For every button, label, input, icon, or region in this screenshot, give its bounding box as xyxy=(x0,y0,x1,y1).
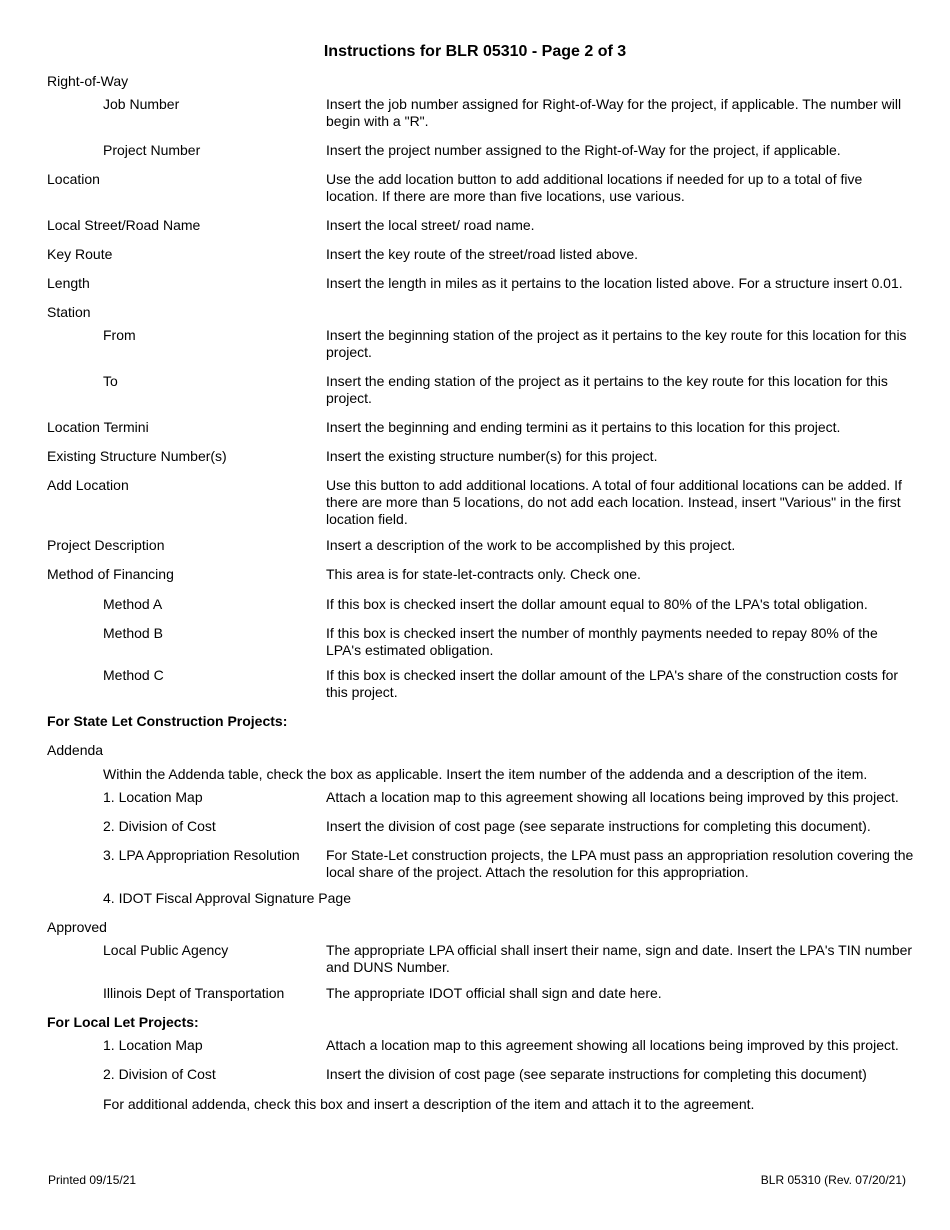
local-let-note: For additional addenda, check this box and insert a description of the item and attach it to the agreement. xyxy=(103,1096,755,1112)
field-desc-project-description: Insert a description of the work to be accomplished by this project. xyxy=(326,537,736,553)
field-desc-method-a: If this box is checked insert the dollar amount equal to 80% of the LPA's total obligation. xyxy=(326,596,868,612)
footer-form-number: BLR 05310 (Rev. 07/20/21) xyxy=(760,1173,906,1187)
addenda-item-desc: Attach a location map to this agreement showing all locations being improved by this project. xyxy=(326,789,899,805)
field-desc-method-b: If this box is checked insert the number of monthly payments needed to repay 80% of the LPA's estimated obligation. xyxy=(326,625,878,658)
local-let-item-label: 2. Division of Cost xyxy=(103,1066,216,1082)
field-label-project-number: Project Number xyxy=(103,142,201,158)
addenda-item-desc: For State-Let construction projects, the LPA must pass an appropriation resolution covering the local share of the project. Attach the resolution for this appropriation. xyxy=(326,847,914,880)
addenda-item-label: 2. Division of Cost xyxy=(103,818,216,834)
local-let-item-label: 1. Location Map xyxy=(103,1037,203,1053)
field-desc-job-number: Insert the job number assigned for Right-of-Way for the project, if applicable. The number will begin with a "R". xyxy=(326,96,902,129)
field-desc-key-route: Insert the key route of the street/road listed above. xyxy=(326,246,639,262)
addenda-item-label: 3. LPA Appropriation Resolution xyxy=(103,847,300,863)
addenda-label: Addenda xyxy=(47,742,104,758)
field-desc-length: Insert the length in miles as it pertains to the location listed above. For a structure insert 0.01. xyxy=(326,275,903,291)
approved-item-desc: The appropriate LPA official shall insert their name, sign and date. Insert the LPA's TIN number and DUNS Number. xyxy=(326,942,913,975)
field-desc-existing-structure: Insert the existing structure number(s) for this project. xyxy=(326,448,658,464)
field-label-to: To xyxy=(103,373,118,389)
field-label-from: From xyxy=(103,327,136,343)
addenda-intro: Within the Addenda table, check the box as applicable. Insert the item number of the addenda and a description of the item. xyxy=(103,766,868,782)
field-desc-project-number: Insert the project number assigned to the Right-of-Way for the project, if applicable. xyxy=(326,142,841,158)
field-label-key-route: Key Route xyxy=(47,246,113,262)
field-label-method-c: Method C xyxy=(103,667,164,683)
field-label-location: Location xyxy=(47,171,100,187)
field-desc-local-street: Insert the local street/ road name. xyxy=(326,217,535,233)
approved-item-desc: The appropriate IDOT official shall sign and date here. xyxy=(326,985,662,1001)
field-label-method-of-financing: Method of Financing xyxy=(47,566,174,582)
field-label-project-description: Project Description xyxy=(47,537,165,553)
field-desc-add-location: Use this button to add additional locations. A total of four additional locations can be added. If there are more than 5 locations, do not add each location. Instead, insert "Various" in the first location field. xyxy=(326,477,902,527)
approved-item-label: Local Public Agency xyxy=(103,942,229,958)
addenda-item-desc: Insert the division of cost page (see separate instructions for completing this document). xyxy=(326,818,871,834)
local-let-item-desc: Attach a location map to this agreement showing all locations being improved by this project. xyxy=(326,1037,899,1053)
section-label-station: Station xyxy=(47,304,91,320)
field-label-method-b: Method B xyxy=(103,625,163,641)
approved-item-label: Illinois Dept of Transportation xyxy=(103,985,285,1001)
field-desc-location-termini: Insert the beginning and ending termini as it pertains to this location for this project. xyxy=(326,419,841,435)
field-desc-method-of-financing: This area is for state-let-contracts only. Check one. xyxy=(326,566,641,582)
local-let-heading: For Local Let Projects: xyxy=(47,1014,199,1030)
field-label-length: Length xyxy=(47,275,90,291)
field-desc-method-c: If this box is checked insert the dollar amount of the LPA's share of the construction costs for this project. xyxy=(326,667,899,700)
field-desc-to: Insert the ending station of the project as it pertains to the key route for this location for this project. xyxy=(326,373,888,406)
section-label-right-of-way: Right-of-Way xyxy=(47,73,129,89)
field-label-job-number: Job Number xyxy=(103,96,180,112)
approved-label: Approved xyxy=(47,919,107,935)
field-desc-location: Use the add location button to add additional locations if needed for up to a total of five location. If there are more than five locations, use various. xyxy=(326,171,863,204)
addenda-item-label: 4. IDOT Fiscal Approval Signature Page xyxy=(103,890,351,906)
addenda-item-label: 1. Location Map xyxy=(103,789,203,805)
field-desc-from: Insert the beginning station of the project as it pertains to the key route for this location for this project. xyxy=(326,327,907,360)
field-label-existing-structure: Existing Structure Number(s) xyxy=(47,448,227,464)
footer-printed-date: Printed 09/15/21 xyxy=(48,1173,137,1187)
field-label-add-location: Add Location xyxy=(47,477,129,493)
local-let-item-desc: Insert the division of cost page (see separate instructions for completing this document) xyxy=(326,1066,867,1082)
field-label-method-a: Method A xyxy=(103,596,163,612)
field-label-location-termini: Location Termini xyxy=(47,419,149,435)
state-let-heading: For State Let Construction Projects: xyxy=(47,713,288,729)
field-label-local-street: Local Street/Road Name xyxy=(47,217,201,233)
page-title: Instructions for BLR 05310 - Page 2 of 3 xyxy=(323,43,627,60)
